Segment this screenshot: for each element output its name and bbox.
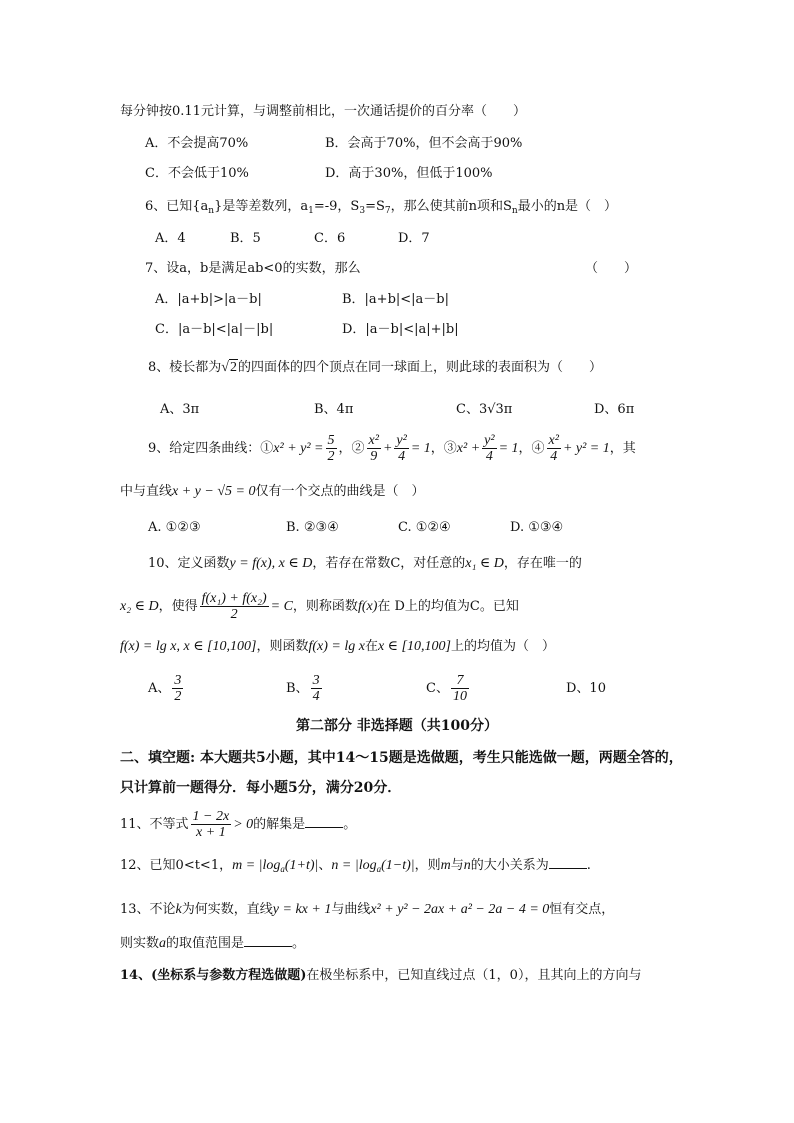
q10-stem-line2: x₂ ∈ D，使得 $\frac{\text{f(x₁) + f(x₂)}}{2}$ = C，则称函数f(x)在 D上的均值为C。已知: [120, 591, 519, 622]
q6-stem: 6、已知$\{a_n\}$是等差数列，$a_1=-9$，$S_3=S_7$，那么使其前n项和$S_n$最小的n是（ ）: [145, 199, 618, 216]
q13-answer-blank[interactable]: [244, 934, 292, 947]
section2-heading-line1: 二、填空题: 本大题共5小题，其中14～15题是选做题，考生只能选做一题，两题全答的，: [120, 750, 683, 766]
q7-answer-paren: （ ）: [585, 261, 638, 276]
q7-option-b: B．|a+b|<|a－b|: [342, 292, 450, 307]
q12-stem: 12、已知0<t<1，$m = |\log_a(1+t)|$、$n = |\log_a(1-t)|$，则m与n的大小关系为 .: [120, 858, 591, 874]
q10-option-b: B、 $\frac{3}{4}$: [286, 673, 320, 704]
q5-option-a: A．不会提高70%: [145, 136, 249, 151]
q8-stem: 8、棱长都为√2的四面体的四个顶点在同一球面上，则此球的表面积为（ ）: [148, 360, 602, 375]
q10-option-d: D、10: [566, 681, 606, 696]
q9-option-b: B. ②③④: [286, 520, 339, 535]
section2-title: 第二部分 非选择题（共100分）: [295, 718, 499, 734]
q12-answer-blank[interactable]: [549, 856, 587, 869]
q8-option-b: B、4π: [314, 402, 354, 417]
section2-heading-line2: 只计算前一题得分．每小题5分，满分20分．: [120, 780, 402, 796]
q9-option-c: C. ①②④: [398, 520, 451, 535]
q9-stem-line1: 9、给定四条曲线：①x² + y² = $\frac{5}{2}$ ，② $\frac{\text{x²}}{9}$ + $\frac{\text{y²}}{4}$ = 1，③x² + $\frac{\text{y²}}{4}$ = 1，④ $\frac{\text{x²}}{4}$ + y² = 1，其: [148, 433, 636, 464]
q5-option-d: D．高于30%，但低于100%: [325, 166, 493, 181]
q6-option-d: D．7: [398, 231, 430, 246]
q8-option-a: A、3π: [160, 402, 200, 417]
q9-stem-line2: 中与直线x + y − √5 = 0仅有一个交点的曲线是（ ）: [120, 484, 425, 499]
q11-stem: 11、不等式 $\frac{1 - 2x}{x + 1}$ > 0的解集是 。: [120, 809, 357, 840]
q7-stem: 7、设a，b是满足ab<0的实数，那么: [145, 261, 361, 276]
q7-option-a: A．|a+b|>|a－b|: [155, 292, 262, 307]
q11-answer-blank[interactable]: [305, 815, 343, 828]
q7-option-c: C．|a－b|<|a|－|b|: [155, 322, 274, 337]
q13-stem-line1: 13、不论k为何实数，直线y = kx + 1与曲线x² + y² − 2ax + a² − 2a − 4 = 0恒有交点，: [120, 902, 615, 917]
q6-option-c: C．6: [314, 231, 346, 246]
q6-option-a: A．4: [155, 231, 186, 246]
q7-option-d: D．|a－b|<|a|+|b|: [342, 322, 459, 337]
q5-stem: 每分钟按0.11元计算，与调整前相比，一次通话提价的百分率（ ）: [120, 104, 526, 119]
q10-stem-line3: f(x) = lg x, x ∈ [10,100]，则函数f(x) = lg x在x ∈ [10,100]上的均值为（ ）: [120, 639, 555, 654]
q9-option-d: D. ①③④: [510, 520, 564, 535]
q5-option-c: C．不会低于10%: [145, 166, 249, 181]
q6-option-b: B．5: [230, 231, 261, 246]
q9-option-a: A. ①②③: [148, 520, 201, 535]
q14-stem: 14、(坐标系与参数方程选做题)在极坐标系中，已知直线过点（1，0），且其向上的方向与: [120, 968, 642, 983]
q8-option-d: D、6π: [594, 402, 635, 417]
q10-option-a: A、 $\frac{3}{2}$: [148, 673, 182, 704]
q5-option-b: B．会高于70%，但不会高于90%: [325, 136, 523, 151]
q10-stem-line1: 10、定义函数y = f(x), x ∈ D，若存在常数C，对任意的x₁ ∈ D，存在唯一的: [148, 556, 582, 571]
q10-option-c: C、 $\frac{7}{10}$: [426, 673, 467, 704]
q8-option-c: C、3√3π: [456, 402, 513, 417]
q13-stem-line2: 则实数a的取值范围是 。: [120, 936, 306, 951]
